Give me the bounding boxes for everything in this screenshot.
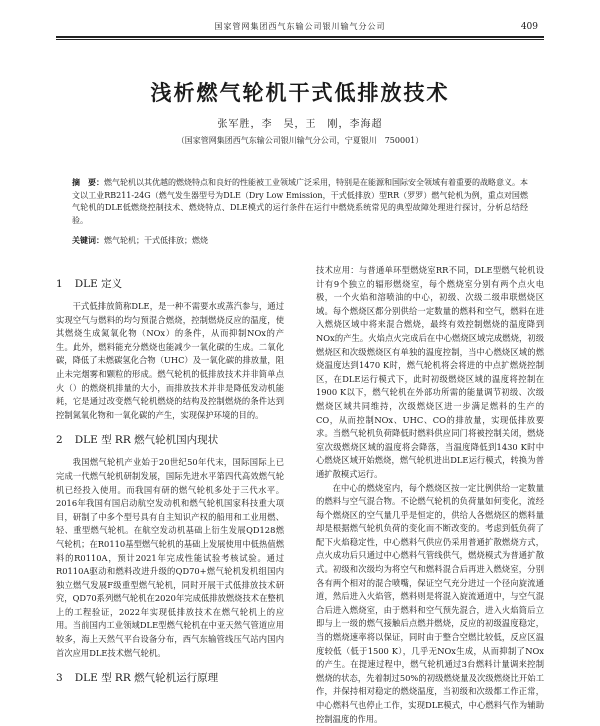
abstract bbox=[72, 176, 528, 227]
running-header: 国家管网集团西气东输公司银川输气分公司 bbox=[60, 20, 540, 34]
section-title: DLE 定义 bbox=[75, 278, 122, 290]
section-heading-2 bbox=[56, 432, 284, 448]
left-column bbox=[56, 266, 284, 694]
keywords bbox=[72, 234, 528, 247]
paragraph: 我国燃气轮机产业始于20世纪50年代末，国际国际上已完成一代燃气轮机研制发展，国际先进水平第四代高效燃气轮机已经投入使用。而我国有研的燃气轮机多处于三代水平。2016年我国有国启动航空发动机和燃气轮机国家科技重大项目，研制了中多个型号具有自主知识产权的船用和工业用燃、轻、重型燃气轮机。在航空发动机基础上衍生发展QD128燃气轮机；在R0110基型燃气轮机的基础上发展使用中低热值燃料的R0110A，预计2021年完成性能试验考核试验。通过R0110A驱动和燃料改进升级的QD70+燃气轮机发机组国内独立燃气发展F级重型燃气轮机，同时开展干式低排放技术研究，QD70系列燃气轮机在2020年完成低排放燃烧技术在整机上的工程验证，2022年实现低排放技术在燃气轮机上的应用。当前国内工业领域DLE型燃气轮机在中亚天然气管道应用较多，海上天然气平台设备分布，西气东输管线压气站内国内首次应用DLE技术燃气轮机。 bbox=[56, 456, 284, 660]
paragraph: 在中心的燃烧室内，每个燃烧区按一定比例供给一定数量的燃料与空气混合物。不论燃气轮机的负荷量如何变化，流经每个燃烧区的空气量几乎是恒定的，供给人各燃烧区的燃料量却是根据燃气轮机负荷的变化而不断改变的。考虑到低负荷了配下火焰稳定性，中心燃料气供应仍采用普通扩散燃烧方式，点火成功后只通过中心燃料气管线供气，燃烧模式为普通扩散式。初级和次级均为将空气和燃料混合后再进入燃烧室，分别各有两个相对的混合喷嘴，保证空气充分进过一个径向旋流通道，然后进入火焰管，燃料则是将混入旋流通道中，与空气混合后进入燃烧室，由于燃料和空气预先混合，进入火焰筒后立即与上一级的燃气接触后点燃并燃烧，反应的初级温度稳定，当的燃烧速率将以保证，同时由于整合空燃比较低，反应区温度较低（低于1500 K），几乎无NOx生成，从而抑制了NOx的产生。在提速过程中，燃气轮机通过3台燃料计量调来控制燃烧的状态，先着制过50%的初级燃烧量及次级燃烧比开始工作，并保持相对稳定的燃烧温度，当初级和次级都工作正常，中心燃料气也停止工作，实现DLE模式，中心燃料气作为辅助控制温度的作用。 bbox=[316, 482, 544, 726]
section-title: DLE 型 RR 燃气轮机运行原理 bbox=[75, 672, 218, 684]
article-title: 浅析燃气轮机干式低排放技术 bbox=[60, 78, 540, 108]
abstract-text: 燃气轮机以其优越的燃烧特点和良好的性能被工业领域广泛采用，特别是在能源和国际安全领域有着重要的战略意义。本文以工业RB211-24G（燃气发生器型号为DLE（Dry Low Emission，干式低排放）型RR（罗罗）燃气轮机为例，重点对国燃气轮机的DLE低燃烧控制技术、燃烧特点、DLE模式的运行条件在运行中燃烧系统常见的典型故障处理进行探讨，分析总结经验。 bbox=[72, 178, 528, 225]
section-title: DLE 型 RR 燃气轮机国内现状 bbox=[75, 434, 218, 446]
keywords-text: 燃气轮机；干式低排放；燃烧 bbox=[104, 236, 208, 245]
section-heading-1 bbox=[56, 276, 284, 292]
paragraph: 技术应用：与普通单环型燃烧室RR不同，DLE型燃气轮机设计有9个独立的辐形燃烧室，每个燃烧室分别有两个点火电极，一个火焰和溶喷油的中心，初级、次级二级串联燃烧区域。每个燃烧区都分别供给一定数量的燃料和空气，燃料在进入燃烧区域中将来混合燃烧，最终有效控制燃烧的温度降到NOx的产生。火焰点火完成后在中心燃烧区域完成燃烧，初级燃烧区和次级燃烧区有单独的温度控制，当中心燃烧区域的燃烧温度达到1470 K时，燃气轮机将会将进的中点扩燃烧控制区，在DLE运行模式下，此时初级燃烧区域的温度将控制在1900 K以下，燃气轮机在外部功所需的能量调节初级、次级燃烧区域共同维持，次级燃烧区进一步满足燃料的生产的CO，从而控制NOx、UHC、CO的排放量，实现低排放要求。当燃气轮机负荷降低时燃料供应同门将被控制关闭，燃烧室次级燃烧区域的温度将会降落，当温度降低到1430 K时中心燃烧区域开始燃烧，燃气轮机进出DLE运行模式，转换为普通扩散模式运行。 bbox=[316, 264, 544, 482]
section-number: 2 bbox=[56, 434, 63, 446]
article-affiliation: （国家管网集团西气东输公司银川输气分公司，宁夏银川 750001） bbox=[60, 135, 540, 147]
keywords-label: 关键词： bbox=[72, 235, 104, 245]
paragraph: 干式低排放简称DLE，是一种不需要水或蒸汽参与，通过实现空气与燃料的均匀预混合燃烧，控制燃烧反应的温度，使其燃烧生成氮氧化物（NOx）的条件，从而抑制NOx的产生。此外，燃料能充分燃烧也能减少一氧化碳的生成。二氧化碳，降低了未燃碳氢化合物（UHC）及一氧化碳的排放量，阻止未完烟雾和颗粒的形成。燃气轮机的低排放技术并非简单点火（）的燃烧机排量的大小，而排放技术并非是降低发动机能耗，它是通过改变燃气轮机燃烧的结构及控制燃烧的条件达到控制氮氧化物和一氧化碳的产生，实现保护环境的目的。 bbox=[56, 300, 284, 422]
right-column bbox=[316, 264, 544, 726]
article-authors: 张军胜，李 昊，王 刚，李海超 bbox=[60, 118, 540, 132]
page-number: 409 bbox=[521, 20, 538, 34]
section-heading-3 bbox=[56, 670, 284, 686]
abstract-label: 摘 要： bbox=[72, 177, 104, 187]
header-rule-thin bbox=[56, 39, 544, 40]
section-number: 1 bbox=[56, 278, 63, 290]
section-number: 3 bbox=[56, 672, 63, 684]
header-rule bbox=[56, 36, 544, 38]
